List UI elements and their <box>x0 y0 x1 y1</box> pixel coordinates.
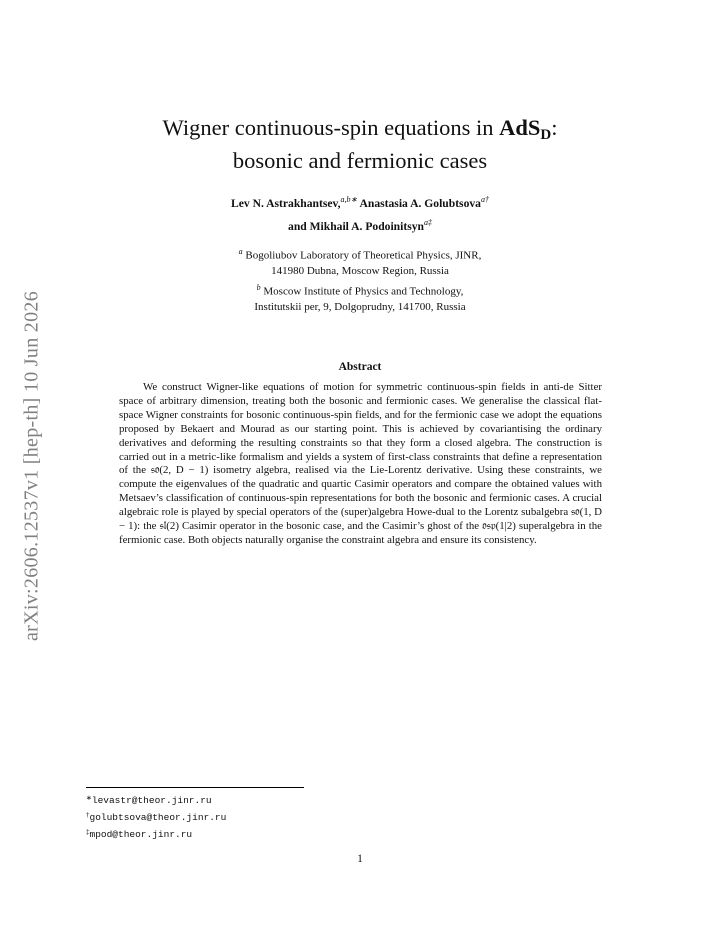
footnote-rule <box>86 787 304 788</box>
authors-line-2 <box>0 213 720 236</box>
affiliations <box>0 244 720 315</box>
footnotes <box>86 791 226 842</box>
author-list <box>0 190 720 236</box>
affiliation-b-line-2: Institutskii per, 9, Dolgoprudny, 141700, Russia <box>254 300 466 313</box>
footnote-email: golubtsova@theor.jinr.ru <box>89 812 227 823</box>
affiliation-a-line-2: 141980 Dubna, Moscow Region, Russia <box>271 265 449 278</box>
abstract-heading: Abstract <box>338 361 382 373</box>
footnote-email: mpod@theor.jinr.ru <box>89 829 193 840</box>
page-number: 1 <box>357 853 363 865</box>
author-3: and Mikhail A. Podoinitsyn <box>288 219 424 233</box>
title-math-ads: AdS <box>499 115 541 140</box>
affiliation-b-line-1: $^b$ Moscow Institute of Physics and Technology, <box>256 282 464 298</box>
footnote-email: levastr@theor.jinr.ru <box>91 795 212 806</box>
author-3-affil: a‡ <box>423 217 432 227</box>
title-line-1-suffix: : <box>551 115 558 140</box>
title-line-1 <box>0 113 720 146</box>
arxiv-stamp-text: arXiv:2606.12537v1 [hep-th] 10 Jun 2026 <box>20 291 43 641</box>
paper-title <box>0 113 720 175</box>
author-1: Lev N. Astrakhantsev, <box>231 196 341 210</box>
author-2: Anastasia A. Golubtsova <box>359 196 481 210</box>
title-line-1-prefix: Wigner continuous-spin equations in <box>162 115 500 140</box>
footnote-1: ∗levastr@theor.jinr.ru <box>86 794 212 806</box>
affiliation-b-mark: b <box>256 282 261 292</box>
abstract-body: We construct Wigner-like equations of motion for symmetric continuous-spin fields in anti-de Sitter space of arbitrary dimension, treating both the bosonic and fermionic cases. We generalise the classical flat-space Wigner constraints for bosonic continuous-spin fields, and for the fermionic case we adopt the equations proposed by Bekaert and Mourad as our starting point. This is achieved by covariantising the ordinary derivatives and deforming the resulting constraints so that they form a closed algebra. The construction is carried out in a metric-like formalism and yields a system of first-class constraints that define a representation of the 𝔰𝔬(2, D − 1) isometry algebra, realised via the Lie-Lorentz derivative. Using these constraints, we compute the eigenvalues of the quadratic and quartic Casimir operators and compare the obtained values with Metsaev’s classification of continuous-spin representations for both the bosonic and fermionic cases. A crucial algebraic role is played by special operators of the (super)algebra Howe-dual to the Lorentz subalgebra 𝔰𝔬(1, D − 1): the 𝔰𝔩(2) Casimir operator in the bosonic case, and the Casimir’s ghost of the 𝔬𝔰𝔭(1|2) superalgebra in the fermionic case. Both objects naturally organise the constraint algebra and ensure its consistency. <box>119 381 602 546</box>
authors-line-1 <box>0 190 720 213</box>
affiliation-a-line-1: $^a$ Bogoliubov Laboratory of Theoretical Physics, JINR, <box>238 247 482 262</box>
title-line-2: bosonic and fermionic cases <box>232 148 488 173</box>
author-2-affil: a† <box>480 195 489 204</box>
title-math-subscript: D <box>540 127 552 143</box>
affiliation-a-mark: a <box>238 247 243 256</box>
footnote-2: †golubtsova@theor.jinr.ru <box>86 811 227 823</box>
footnote-3: ‡mpod@theor.jinr.ru <box>86 828 193 840</box>
author-1-affil: a,b∗ <box>340 195 358 204</box>
